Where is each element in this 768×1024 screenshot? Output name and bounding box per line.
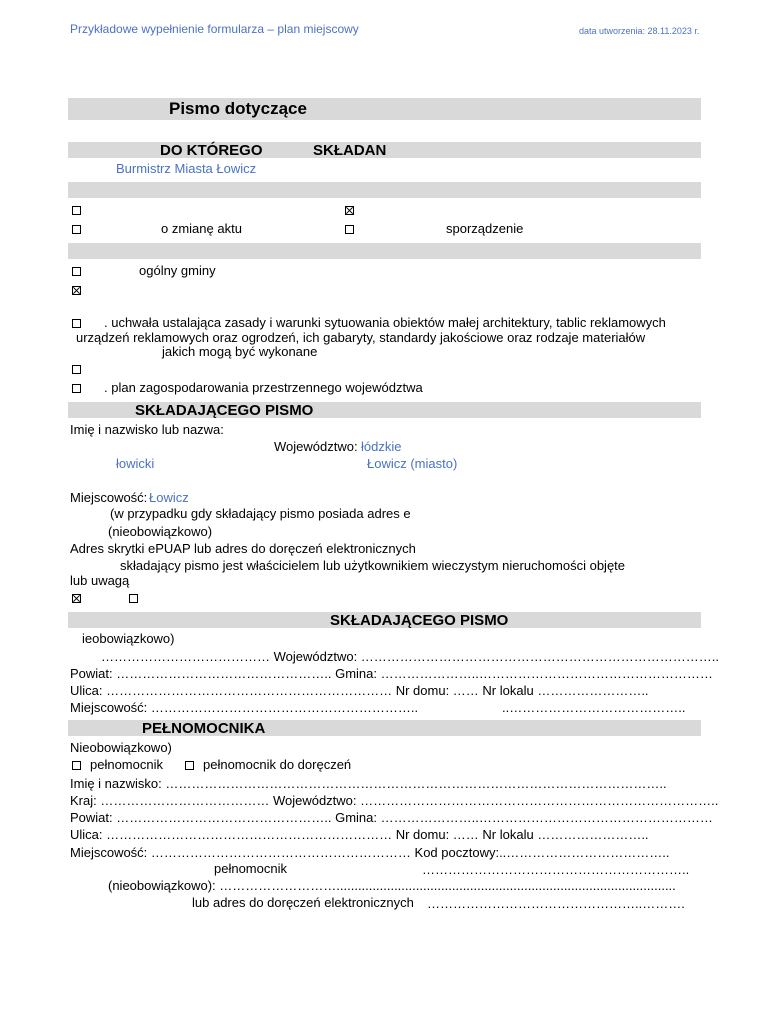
checkbox-request-2-checked[interactable] bbox=[345, 206, 354, 215]
applicant-remark-label: lub uwagą bbox=[70, 573, 130, 588]
option-ads-resolution-line1: . uchwała ustalająca zasady i warunki sytuowania obiektów małej architektury, tablic reklamowych bbox=[104, 315, 666, 330]
checkbox-owner-yes-checked[interactable] bbox=[72, 594, 81, 603]
attorney-optional-note: Nieobowiązkowo) bbox=[70, 740, 172, 755]
correspondence-row-voivodeship: ………………………………… Województwo: ……………………………………………………………………….. bbox=[101, 649, 720, 664]
checkbox-act-other[interactable] bbox=[72, 365, 81, 374]
attorney-row-country: Kraj: ………………………………… Województwo: ……………………………………………………………………….. bbox=[70, 793, 719, 808]
section-title-authority-a: DO KTÓREGO bbox=[160, 142, 263, 159]
checkbox-change-act[interactable] bbox=[72, 225, 81, 234]
attorney-row-powiat: Powiat: ………………………………………….. Gmina: …………………..……………………………………………… bbox=[70, 810, 713, 825]
applicant-city-label: Miejscowość: bbox=[70, 490, 148, 505]
applicant-voivodeship-value: łódzkie bbox=[361, 439, 402, 454]
attorney-row-street: Ulica: ………………………………………………………… Nr domu: …… Nr lokalu …………………….. bbox=[70, 827, 649, 842]
attorney-optional-row: (nieobowiązkowo): ……………………….............................................................................................. bbox=[108, 878, 676, 893]
correspondence-row-postcode: ..………………………………….. bbox=[502, 700, 686, 715]
option-change-act-label: o zmianę aktu bbox=[161, 221, 242, 236]
creation-date: data utworzenia: 28.11.2023 r. bbox=[579, 26, 700, 36]
checkbox-regional-plan[interactable] bbox=[72, 384, 81, 393]
section-title-applicant: SKŁADAJĄCEGO PISMO bbox=[135, 402, 314, 419]
checkbox-ads-resolution[interactable] bbox=[72, 319, 81, 328]
checkbox-delivery-attorney-label: pełnomocnik do doręczeń bbox=[203, 757, 352, 772]
attorney-edelivery-dots: …………………………………………..………. bbox=[427, 896, 685, 911]
applicant-owner-statement: składający pismo jest właścicielem lub użytkownikiem wieczystym nieruchomości objęte bbox=[120, 558, 626, 573]
attorney-row-name: Imię i nazwisko: …………………………………………………………………………………………………….. bbox=[70, 776, 667, 791]
correspondence-optional-note: ieobowiązkowo) bbox=[82, 631, 175, 646]
applicant-note-line2: (nieobowiązkowo) bbox=[108, 524, 213, 539]
checkbox-general-plan[interactable] bbox=[72, 267, 81, 276]
attorney-epuap-label: pełnomocnik bbox=[214, 861, 287, 876]
correspondence-row-powiat: Powiat: ………………………………………….. Gmina: …………………..……………………………………………… bbox=[70, 666, 713, 681]
option-ads-resolution-line2: urządzeń reklamowych oraz ogrodzeń, ich gabaryty, standardy jakościowe oraz rodzaje materiałów bbox=[76, 330, 646, 345]
checkbox-attorney[interactable] bbox=[72, 761, 81, 770]
checkbox-attorney-label: pełnomocnik bbox=[90, 757, 163, 772]
section-title-correspondence: SKŁADAJĄCEGO PISMO bbox=[330, 612, 509, 629]
section-bar-subject bbox=[68, 98, 701, 120]
checkbox-local-plan-checked[interactable] bbox=[72, 286, 81, 295]
attorney-edelivery-label: lub adres do doręczeń elektronicznych bbox=[192, 895, 414, 910]
applicant-note-line1: (w przypadku gdy składający pismo posiada adres e bbox=[110, 506, 411, 521]
option-prepare-label: sporządzenie bbox=[446, 221, 524, 236]
section-title-authority-b: SKŁADAN bbox=[313, 142, 387, 159]
attorney-epuap-dots: …………………………………………………….. bbox=[422, 862, 690, 877]
option-regional-plan-label: . plan zagospodarowania przestrzennego województwa bbox=[104, 380, 423, 395]
section-bar-act-type bbox=[68, 243, 701, 259]
correspondence-row-street: Ulica: ………………………………………………………… Nr domu: …… Nr lokalu …………………….. bbox=[70, 683, 649, 698]
authority-name: Burmistrz Miasta Łowicz bbox=[116, 161, 257, 176]
option-ads-resolution-line3: jakich mogą być wykonane bbox=[162, 344, 318, 359]
applicant-name-label: Imię i nazwisko lub nazwa: bbox=[70, 422, 224, 437]
attorney-row-city: Miejscowość: …………………………………………………… Kod pocztowy:..……………………………….. bbox=[70, 845, 670, 860]
section-title-attorney: PEŁNOMOCNIKA bbox=[142, 720, 266, 737]
applicant-city-value: Łowicz bbox=[149, 490, 189, 505]
correspondence-row-city: Miejscowość: …………………………………………………….. bbox=[70, 700, 419, 715]
option-general-plan-label: ogólny gminy bbox=[139, 263, 216, 278]
checkbox-request-1[interactable] bbox=[72, 206, 81, 215]
applicant-powiat-value: łowicki bbox=[116, 456, 155, 471]
applicant-gmina-value: Łowicz (miasto) bbox=[367, 456, 458, 471]
checkbox-prepare[interactable] bbox=[345, 225, 354, 234]
section-title-subject: Pismo dotyczące bbox=[169, 99, 307, 118]
document-header-title: Przykładowe wypełnienie formularza – plan miejscowy bbox=[70, 22, 359, 36]
checkbox-delivery-attorney[interactable] bbox=[185, 761, 194, 770]
applicant-epuap-label: Adres skrytki ePUAP lub adres do doręczeń elektronicznych bbox=[70, 541, 416, 556]
checkbox-owner-no[interactable] bbox=[129, 594, 138, 603]
applicant-voivodeship-label: Województwo: bbox=[274, 439, 358, 454]
section-bar-request-type bbox=[68, 182, 701, 198]
